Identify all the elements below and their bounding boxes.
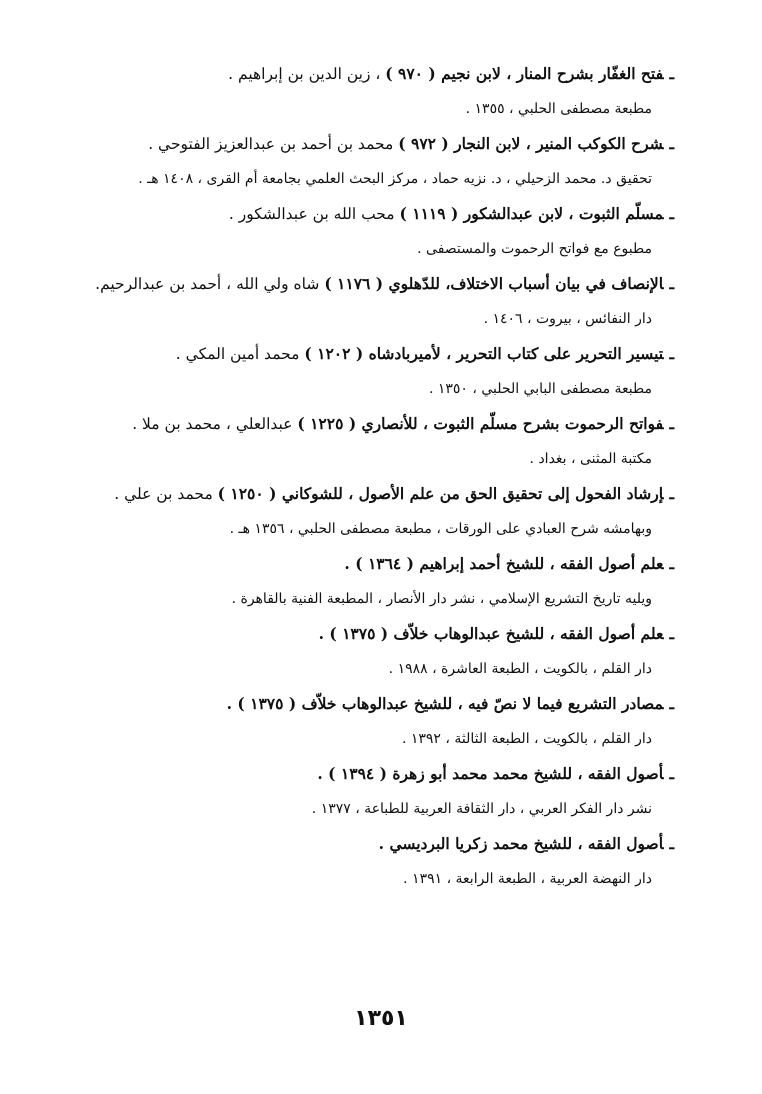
entry-main-line: [74, 616, 674, 652]
entry-author: محمد بن أحمد بن عبدالعزيز الفتوحي .: [148, 135, 399, 153]
bibliography-entry: [74, 336, 674, 406]
entry-title: تيسير التحرير على كتاب التحرير ، لأميربادشاه ( ١٢٠٢ ): [304, 344, 664, 363]
entry-publication: ويليه تاريخ التشريع الإسلامي ، نشر دار الأنصار ، المطبعة الفنية بالقاهرة .: [231, 591, 652, 607]
entry-main-line: [74, 266, 674, 302]
entry-dash: ـ: [669, 204, 674, 223]
entry-title: مصادر التشريع فيما لا نصّ فيه ، للشيخ عبدالوهاب خلاّف ( ١٣٧٥ ) .: [226, 694, 664, 713]
entry-dash: ـ: [669, 274, 674, 293]
entry-author: محمد أمين المكي .: [175, 345, 305, 363]
entry-publication: دار القلم ، بالكويت ، الطبعة العاشرة ، ١٩٨٨ .: [388, 661, 652, 677]
entry-main-line: [74, 336, 674, 372]
entry-dash: ـ: [669, 764, 674, 783]
bibliography-list: [74, 56, 674, 896]
entry-main-line: [74, 126, 674, 162]
entry-publication: نشر دار الفكر العربي ، دار الثقافة العربية للطباعة ، ١٣٧٧ .: [311, 801, 652, 817]
entry-publication: وبهامشه شرح العبادي على الورقات ، مطبعة مصطفى الحلبي ، ١٣٥٦ هـ .: [229, 521, 652, 537]
entry-title: مسلّم الثبوت ، لابن عبدالشكور ( ١١١٩ ): [399, 204, 664, 223]
entry-main-line: [74, 56, 674, 92]
entry-title: علم أصول الفقه ، للشيخ عبدالوهاب خلاّف ( ١٣٧٥ ) .: [318, 624, 664, 643]
entry-title: أصول الفقه ، للشيخ محمد محمد أبو زهرة ( ١٣٩٤ ) .: [317, 764, 664, 783]
bibliography-entry: [74, 266, 674, 336]
entry-main-line: [74, 546, 674, 582]
entry-author: شاه ولي الله ، أحمد بن عبدالرحيم.: [95, 275, 325, 293]
bibliography-entry: [74, 756, 674, 826]
entry-main-line: [74, 406, 674, 442]
entry-publication: مطبعة مصطفى البابي الحلبي ، ١٣٥٠ .: [428, 381, 652, 397]
entry-title: شرح الكوكب المنير ، لابن النجار ( ٩٧٢ ): [398, 134, 664, 153]
entry-dash: ـ: [669, 554, 674, 573]
entry-publication: دار النفائس ، بيروت ، ١٤٠٦ .: [483, 311, 652, 327]
entry-publication: مكتبة المثنى ، بغداد .: [529, 451, 652, 467]
entry-dash: ـ: [669, 834, 674, 853]
entry-publication: تحقيق د. محمد الزحيلي ، د. نزيه حماد ، مركز البحث العلمي بجامعة أم القرى ، ١٤٠٨ هـ .: [138, 171, 652, 187]
entry-dash: ـ: [669, 134, 674, 153]
entry-dash: ـ: [669, 484, 674, 503]
entry-title: أصول الفقه ، للشيخ محمد زكريا البرديسي .: [378, 834, 664, 853]
entry-publication: دار النهضة العربية ، الطبعة الرابعة ، ١٣٩١ .: [403, 871, 652, 887]
entry-publication: مطبعة مصطفى الحلبي ، ١٣٥٥ .: [465, 101, 652, 117]
entry-author: ، زين الدين بن إبراهيم .: [228, 65, 386, 83]
entry-title: فتح الغفّار بشرح المنار ، لابن نجيم ( ٩٧٠ ): [385, 64, 664, 83]
entry-title: إرشاد الفحول إلى تحقيق الحق من علم الأصول ، للشوكاني ( ١٢٥٠ ): [217, 484, 664, 503]
entry-main-line: [74, 476, 674, 512]
bibliography-entry: [74, 476, 674, 546]
entry-main-line: [74, 826, 674, 862]
entry-publication: دار القلم ، بالكويت ، الطبعة الثالثة ، ١٣٩٢ .: [401, 731, 652, 747]
bibliography-entry: [74, 126, 674, 196]
bibliography-entry: [74, 686, 674, 756]
entry-title: علم أصول الفقه ، للشيخ أحمد إبراهيم ( ١٣٦٤ ) .: [344, 554, 664, 573]
bibliography-entry: [74, 546, 674, 616]
entry-dash: ـ: [669, 694, 674, 713]
entry-title: فواتح الرحموت بشرح مسلّم الثبوت ، للأنصاري ( ١٢٢٥ ): [297, 414, 664, 433]
entry-title: الإنصاف في بيان أسباب الاختلاف، للدّهلوي ( ١١٧٦ ): [324, 274, 664, 293]
bibliography-entry: [74, 56, 674, 126]
entry-publication: مطبوع مع فواتح الرحموت والمستصفى .: [417, 241, 652, 257]
bibliography-entry: [74, 616, 674, 686]
entry-dash: ـ: [669, 624, 674, 643]
entry-dash: ـ: [669, 414, 674, 433]
bibliography-entry: [74, 196, 674, 266]
page-number: ١٣٥١: [354, 1006, 408, 1031]
entry-dash: ـ: [669, 64, 674, 83]
entry-main-line: [74, 756, 674, 792]
entry-author: محمد بن علي .: [114, 485, 218, 503]
bibliography-entry: [74, 406, 674, 476]
entry-dash: ـ: [669, 344, 674, 363]
entry-main-line: [74, 686, 674, 722]
bibliography-entry: [74, 826, 674, 896]
entry-author: عبدالعلي ، محمد بن ملا .: [132, 415, 298, 433]
entry-author: محب الله بن عبدالشكور .: [228, 205, 400, 223]
entry-main-line: [74, 196, 674, 232]
